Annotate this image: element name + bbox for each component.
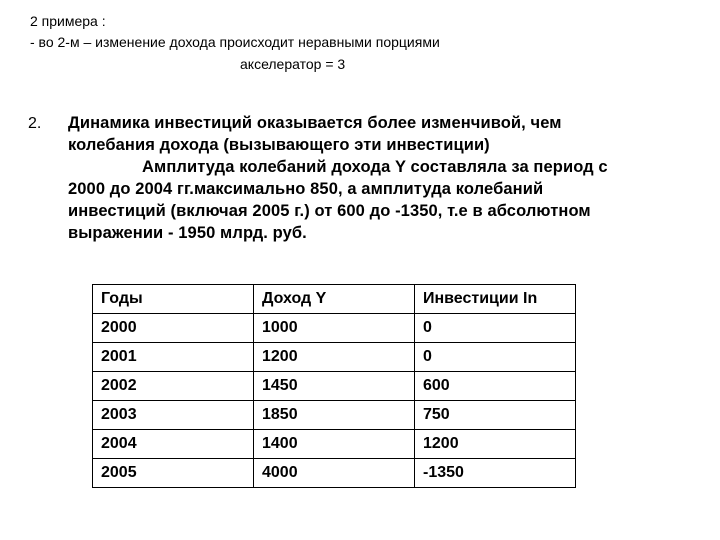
- column-header-income: Доход Y: [254, 285, 415, 314]
- cell-year: 2001: [93, 343, 254, 372]
- column-header-years: Годы: [93, 285, 254, 314]
- cell-income: 1200: [254, 343, 415, 372]
- data-table: [92, 284, 576, 488]
- cell-investment: -1350: [415, 459, 576, 488]
- table-row: [93, 314, 576, 343]
- cell-investment: 600: [415, 372, 576, 401]
- cell-year: 2005: [93, 459, 254, 488]
- paragraph-line: Амплитуда колебаний дохода Y составляла за период с: [142, 158, 608, 176]
- paragraph-line: выражении - 1950 млрд. руб.: [68, 224, 307, 242]
- table-header-row: [93, 285, 576, 314]
- cell-income: 1000: [254, 314, 415, 343]
- paragraph-line: колебания дохода (вызывающего эти инвестиции): [68, 136, 490, 154]
- header-subtitle: - во 2-м – изменение дохода происходит неравными порциями: [30, 34, 440, 50]
- header-accelerator: акселератор = 3: [240, 56, 346, 72]
- cell-investment: 0: [415, 314, 576, 343]
- cell-income: 4000: [254, 459, 415, 488]
- paragraph-line: инвестиций (включая 2005 г.) от 600 до -1350, т.е в абсолютном: [68, 202, 591, 220]
- cell-year: 2003: [93, 401, 254, 430]
- table-row: [93, 343, 576, 372]
- table-row: [93, 430, 576, 459]
- cell-investment: 0: [415, 343, 576, 372]
- cell-year: 2002: [93, 372, 254, 401]
- cell-income: 1850: [254, 401, 415, 430]
- cell-investment: 1200: [415, 430, 576, 459]
- header-title: 2 примера :: [30, 13, 106, 29]
- cell-income: 1400: [254, 430, 415, 459]
- table-row: [93, 401, 576, 430]
- paragraph-line: Динамика инвестиций оказывается более изменчивой, чем: [68, 114, 562, 132]
- column-header-investment: Инвестиции In: [415, 285, 576, 314]
- cell-income: 1450: [254, 372, 415, 401]
- cell-year: 2000: [93, 314, 254, 343]
- item-number: 2.: [28, 115, 42, 132]
- table-row: [93, 459, 576, 488]
- cell-year: 2004: [93, 430, 254, 459]
- item-paragraph: [68, 112, 668, 244]
- table-row: [93, 372, 576, 401]
- cell-investment: 750: [415, 401, 576, 430]
- paragraph-line: 2000 до 2004 гг.максимально 850, а амплитуда колебаний: [68, 180, 544, 198]
